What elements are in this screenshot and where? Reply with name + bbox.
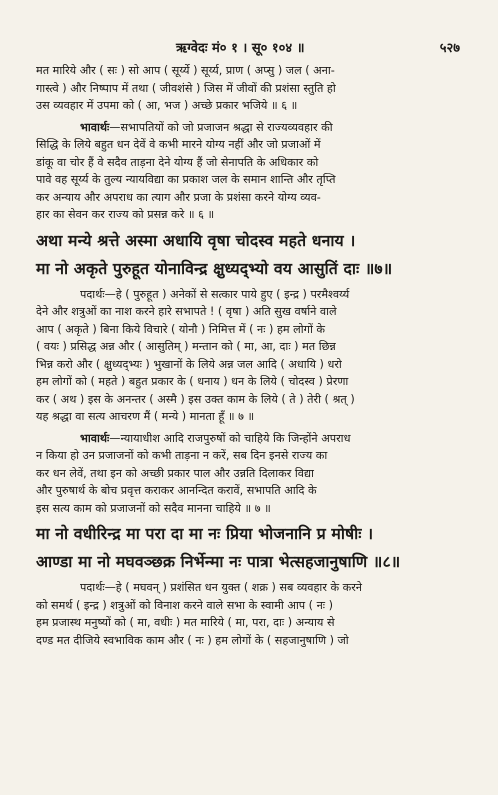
text-line: इस सत्य काम को प्रजाजनों को सदैव मानना चाहिये ॥ ७ ॥ (36, 501, 271, 515)
text-line: भावार्थः—सभापतियों को जो प्रजाजन श्रद्धा से राज्यव्यवहार की (80, 120, 333, 134)
text-line: गास्त्वे ) और निष्पाप में तथा ( जीवशंसे ) जिस में जीवों की प्रशंसा स्तुति हो (36, 81, 336, 95)
text-line: ( वयः ) प्रसिद्ध अन्न और ( आसुतिम् ) मन्तान को ( मा, आ, दाः ) मत छिन्न (36, 340, 336, 353)
text-line: भिन्न करो और ( क्षुध्यद्भ्यः ) भुखानों के लिये अन्न जल आदि ( अधायि ) धरो (36, 357, 342, 371)
text-line: यह श्रद्धा वा सत्य आचरण मैं ( मन्ये ) मानता हूँ ॥ ७ ॥ (36, 410, 255, 423)
page-header (36, 36, 460, 58)
text-line: और पुरुषार्थ के बोच प्रवृत्त कराकर आनन्दित करावें, सभापति आदि के (36, 484, 317, 497)
text-line: कर अन्याय और अपराध का त्याग और प्रजा के प्रशंसा करने योग्य व्यव- (36, 190, 321, 204)
padartha-paragraph-1 (36, 286, 460, 426)
text-line: पदार्थः—हे ( पुरुहूत ) अनेकों से सत्कार पाये हुए ( इन्द्र ) परमैश्वर्य्य (80, 287, 350, 301)
page-number: ५२७ (439, 41, 460, 56)
text-line: हार का सेवन कर राज्य को प्रसन्न करे ॥ ६ ॥ (36, 208, 215, 221)
mantra-line: मा नो अकृते पुरुहूत योनाविन्द्र क्षुध्यद्भ्यो वय आसुतिं दाः ॥७॥ (36, 258, 393, 278)
bhavartha-label: भावार्थः (80, 431, 110, 445)
text-line: हम प्रजास्थ मनुष्यों को ( मा, वधीः ) मत मारिये ( मा, परा, दाः ) अन्याय से (36, 616, 335, 629)
mantra-line: मा नो वधीरिन्द्र मा परा दा मा नः प्रिया भोजनानि प्र मोषीः । (36, 524, 374, 543)
text-line: देने और शत्रुओं का नाश करने हारे सभापते ! ( वृषा ) अति सुख वर्षाने वाले (36, 305, 337, 318)
mantra-7 (36, 230, 460, 280)
text-line: डांकू वा चोर हैं वे सदैव ताड़ना देने योग्य हैं जो सेनापति के अधिकार को (36, 155, 319, 169)
mantra-line: आण्डा मा नो मघवञ्छक्र निर्भेन्मा नः पात्रा भेत्सहजानुषाणि ॥८॥ (36, 552, 401, 571)
text-line: सिद्धि के लिये बहुत धन देवें वे कभी मारने योग्य नहीं और जो प्रजाओं में (36, 138, 321, 151)
text-line: पदार्थः—हे ( मघवन् ) प्रशंसित धन युक्त ( शक्र ) सब व्यवहार के करने (80, 581, 362, 594)
bhavartha-paragraph-2 (36, 430, 460, 518)
running-title: ऋग्वेदः मं० १ । सू० १०४ ॥ (176, 41, 305, 56)
mantra-line: अथा मन्ये श्रत्ते अस्मा अधायि वृषा चोदस्व महते धनाय । (36, 230, 356, 250)
mantra-8 (36, 523, 460, 573)
text-line: दण्ड मत दीजिये स्वभाविक काम और ( नः ) हम लोगों के ( सहजानुषाणि ) जो (36, 633, 349, 647)
text-line: उस व्यवहार में उपमा को ( आ, भज ) अच्छे प्रकार भजिये ॥ ६ ॥ (36, 99, 298, 112)
intro-paragraph (36, 62, 460, 115)
page-body (36, 62, 460, 649)
bhavartha-paragraph-1 (36, 119, 460, 224)
text-line: आप ( अकृते ) बिना किये विचारे ( योनौ ) निमित्त में ( नः ) हम लोगों के (36, 322, 325, 336)
text-line: कर ( अथ ) इस के अनन्तर ( अस्मै ) इस उक्त काम के लिये ( ते ) तेरी ( श्रत् ) (36, 392, 355, 406)
text-line: कर धन लेवें, तथा इन को अच्छी प्रकार पाल और उन्नति दिलाकर विद्या (36, 466, 314, 480)
text-line: न किया हो उन प्रजाजनों को कभी ताड़ना न करें, सब दिन इनसे राज्य का (36, 449, 328, 462)
text-line: हम लोगों को ( महते ) बहुत प्रकार के ( धनाय ) धन के लिये ( चोदस्व ) प्रेरणा (36, 375, 349, 388)
padartha-paragraph-2 (36, 579, 460, 649)
text-line: मत मारिये और ( सः ) सो आप ( सूर्य्ये ) सूर्य्य, प्राण ( अप्सु ) जल ( अना- (36, 64, 335, 77)
text-line: पावे वह सूर्य्य के तुल्य न्यायविद्या का प्रकाश जल के समान शान्ति और तृप्ति (36, 173, 336, 186)
bhavartha-label: भावार्थः (80, 120, 110, 134)
text-line: भावार्थः—न्यायाधीश आदि राजपुरुषों को चाहिये कि जिन्होंने अपराध (80, 431, 351, 445)
text-line: को समर्थ ( इन्द्र ) शत्रुओं को विनाश करने वाले सभा के स्वामी आप ( नः ) (36, 598, 333, 612)
